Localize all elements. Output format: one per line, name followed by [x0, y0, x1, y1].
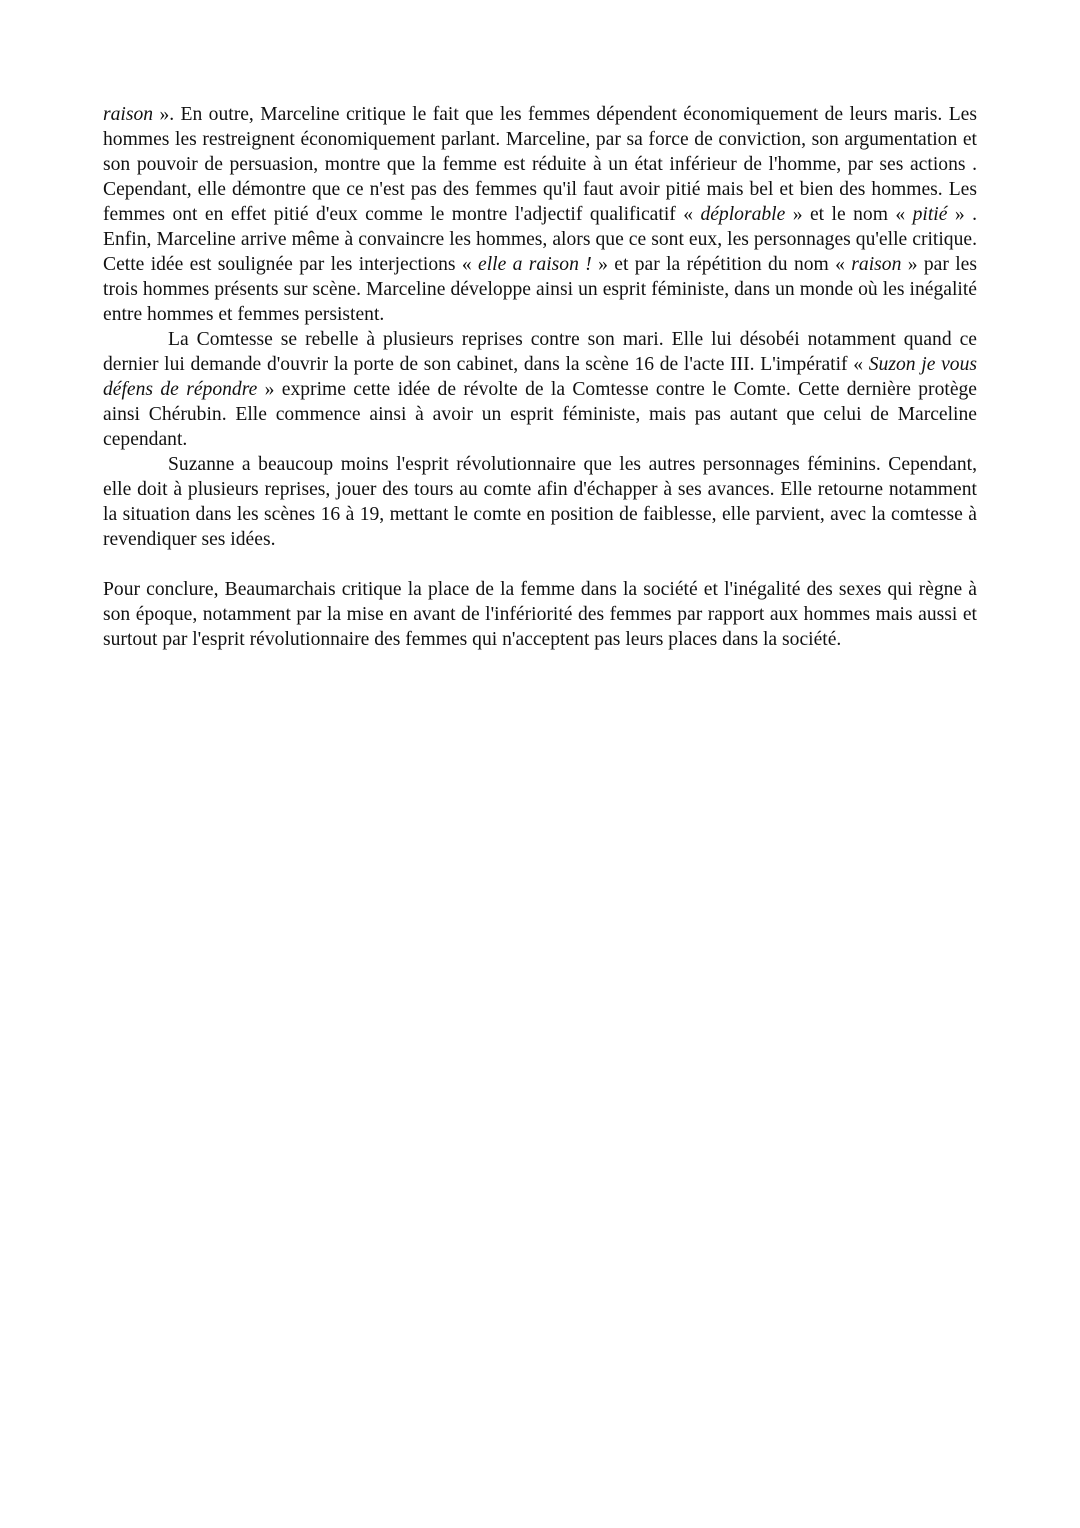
text-run: La Comtesse se rebelle à plusieurs reprises contre son mari. Elle lui désobéi notamment quand ce dernier lui demande d'ouvrir la porte de son cabinet, dans la scène 16 de l'acte III. L'impératif « [103, 329, 977, 375]
text-run: » exprime cette idée de révolte de la Comtesse contre le Comte. Cette dernière protège ainsi Chérubin. Elle commence ainsi à avoir un esprit féministe, mais pas autant que celui de Marceline cependant. [103, 379, 978, 450]
text-run: ». En outre, Marceline critique le fait que les femmes dépendent économiquement de leurs maris. Les hommes les restreignent économiquement parlant. Marceline, par sa force de conviction, son argumentation et son pouvoir de persuasion, montre que la femme est réduite à un état inférieur de l'homme, par ses actions . Cependant, elle démontre que ce n'est pas des femmes qu'il faut avoir pitié mais bel et bien des hommes. Les femmes ont en effet pitié d'eux comme le montre l'adjectif qualificatif « [103, 104, 977, 225]
quote-deplorable: déplorable [700, 204, 786, 225]
paragraph-spacer [103, 552, 977, 577]
document-page [103, 102, 977, 652]
text-run: » . Enfin, Marceline arrive même à convaincre les hommes, alors que ce sont eux, les personnages qu'elle critique. Cette idée est soulignée par les interjections « [103, 204, 977, 275]
text-run: » et par la répétition du nom « [591, 254, 852, 275]
quote-raison-2: raison [851, 254, 902, 275]
paragraph-conclusion: Pour conclure, Beaumarchais critique la place de la femme dans la société et l'inégalité des sexes qui règne à son époque, notamment par la mise en avant de l'infériorité des femmes par rapport aux hommes mais aussi et surtout par l'esprit révolutionnaire des femmes qui n'acceptent pas leurs places dans la société. [103, 579, 977, 650]
quote-raison: raison [103, 104, 154, 125]
quote-pitie: pitié [912, 204, 948, 225]
quote-suzon: Suzon je vous défens de répondre [103, 354, 977, 400]
paragraph-suzanne: Suzanne a beaucoup moins l'esprit révolutionnaire que les autres personnages féminins. Cependant, elle doit à plusieurs reprises, jouer des tours au comte afin d'échapper à ses avances. Elle retourne notamment la situation dans les scènes 16 à 19, mettant le comte en position de faiblesse, elle parvient, avec la comtesse à revendiquer ses idées. [103, 454, 977, 550]
text-run: » et le nom « [785, 204, 913, 225]
paragraph-comtesse [103, 327, 977, 452]
text-run: » par les trois hommes présents sur scène. Marceline développe ainsi un esprit féministe, dans un monde où les inégalité entre hommes et femmes persistent. [103, 254, 977, 325]
quote-elle-a-raison: elle a raison ! [478, 254, 592, 275]
paragraph-marceline [103, 102, 977, 327]
